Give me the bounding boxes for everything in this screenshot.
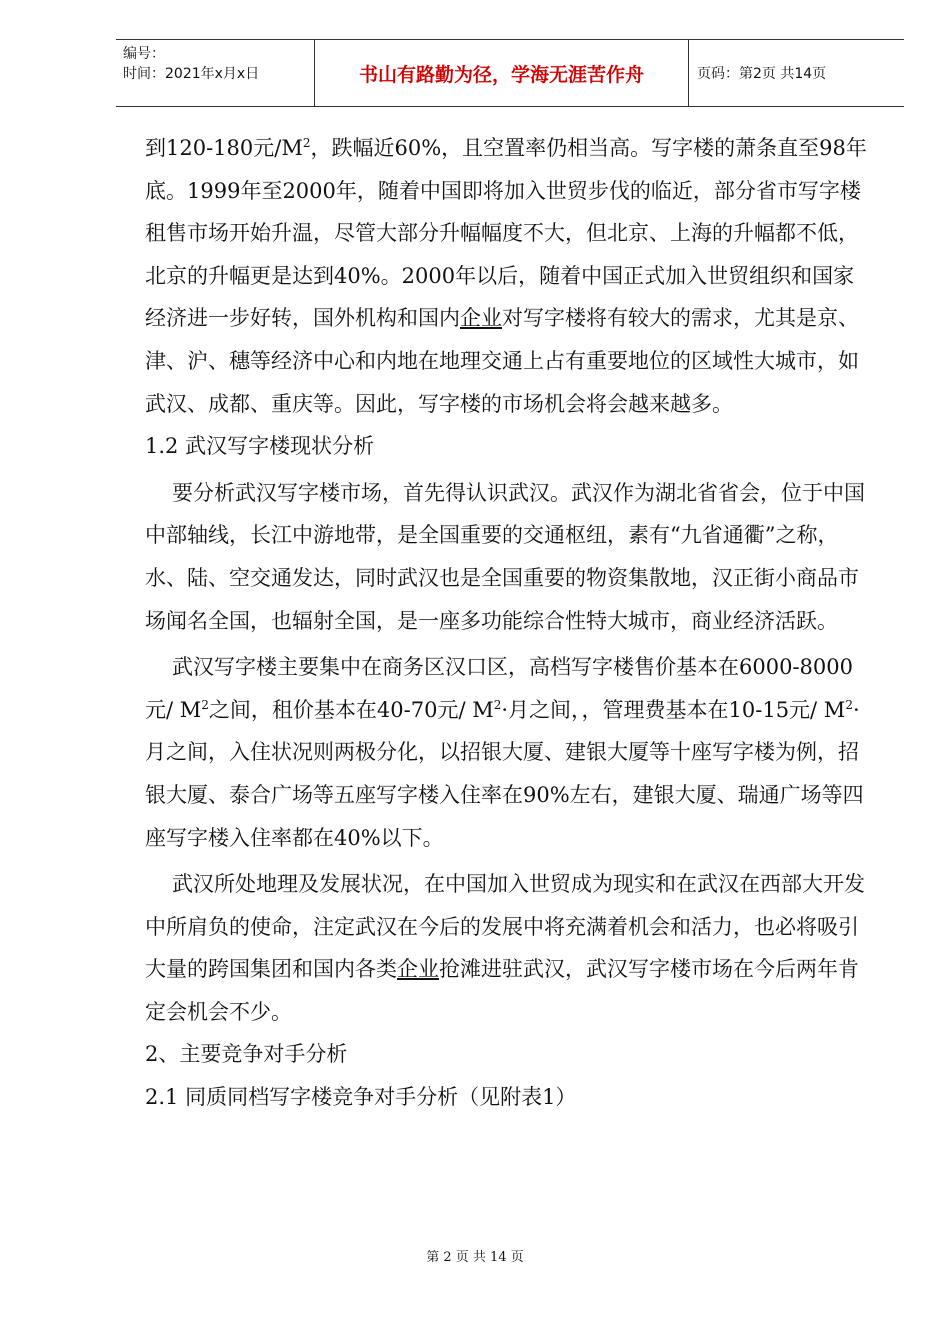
page-footer: 第 2 页 共 14 页: [426, 1250, 524, 1265]
text-run: 对写字楼将有较大的需求，尤其是京、津、沪、穗等经济中心和内地在地理交通上占有重要地位的区域性大城市，如武汉、成都、重庆等。因此，写字楼的市场机会将会越来越多。: [145, 306, 859, 416]
text-run: ·月之间，，管理费基本在10-15元/ M: [501, 697, 846, 722]
header-meta: [116, 40, 315, 106]
superscript: 2: [201, 697, 209, 712]
text-run: 到120-180元/M: [145, 136, 303, 160]
page-header: [116, 39, 904, 107]
text-run: 武汉所处地理及发展状况，在中国加入世贸成为现实和在武汉在西部大开发中所肩负的使命，注定武汉在今后的发展中将充满着机会和活力，也必将吸引大量的跨国集团和国内各类: [145, 872, 865, 982]
paragraph-wuhan-overview: 要分析武汉写字楼市场，首先得认识武汉。武汉作为湖北省省会，位于中国中部轴线，长江中游地带，是全国重要的交通枢纽，素有“九省通衢”之称，水、陆、空交通发达，同时武汉也是全国重要的物资集散地，汉正街小商品市场闻名全国，也辐射全国，是一座多功能综合性特大城市，商业经济活跃。: [145, 480, 865, 633]
superscript: 2: [845, 697, 853, 712]
text-run: 武汉写字楼主要集中在商务区汉口区，高档写字楼售价基本在6000-8000元/ M: [145, 655, 853, 722]
text-run: 之间，租价基本在40-70元/ M: [208, 697, 494, 722]
document-time-label: 时间：2021年x月x日: [123, 66, 260, 82]
header-motto: 书山有路勤为径，学海无涯苦作舟: [315, 40, 689, 106]
paragraph-market-history: [145, 127, 875, 425]
text-run: 抢滩进驻武汉，武汉写字楼市场在今后两年肯定会机会不少。: [145, 957, 859, 1024]
text-run: ·月之间，入住状况则两极分化，以招银大厦、建银大厦等十座写字楼为例，招银大厦、泰合广场等五座写字楼入住率在90%左右，建银大厦、瑞通广场等四座写字楼入住率都在40%以下。: [145, 697, 864, 850]
document-body: [145, 127, 875, 1119]
document-number-label: 编号：: [123, 46, 165, 62]
superscript: 2: [302, 136, 311, 150]
paragraph-wuhan-outlook: [145, 863, 875, 1033]
section-heading-2: 2、主要竞争对手分析: [145, 1042, 348, 1067]
paragraph-wuhan-office-prices: [145, 646, 875, 859]
enterprise-link[interactable]: 企业: [397, 957, 439, 982]
section-heading-2-1: 2.1 同质同档写字楼竞争对手分析（见附表1）: [145, 1085, 577, 1110]
text-run: ，跌幅近60%，且空置率仍相当高。写字楼的萧条直至98年底。1999年至2000年，随着中国即将加入世贸步伐的临近，部分省市写字楼租售市场开始升温，尽管大部分升幅幅度不大，但北京、上海的升幅都不低，北京的升幅更是达到40%。2000年以后，随着中国正式加入世贸组织和国家经济进一步好转，国外机构和国内: [145, 136, 867, 331]
superscript: 2: [493, 697, 502, 712]
section-heading-1-2: 1.2 武汉写字楼现状分析: [145, 434, 375, 459]
enterprise-link[interactable]: 企业: [460, 306, 502, 331]
header-page-info: 页码：第2页 共14页: [697, 66, 827, 82]
